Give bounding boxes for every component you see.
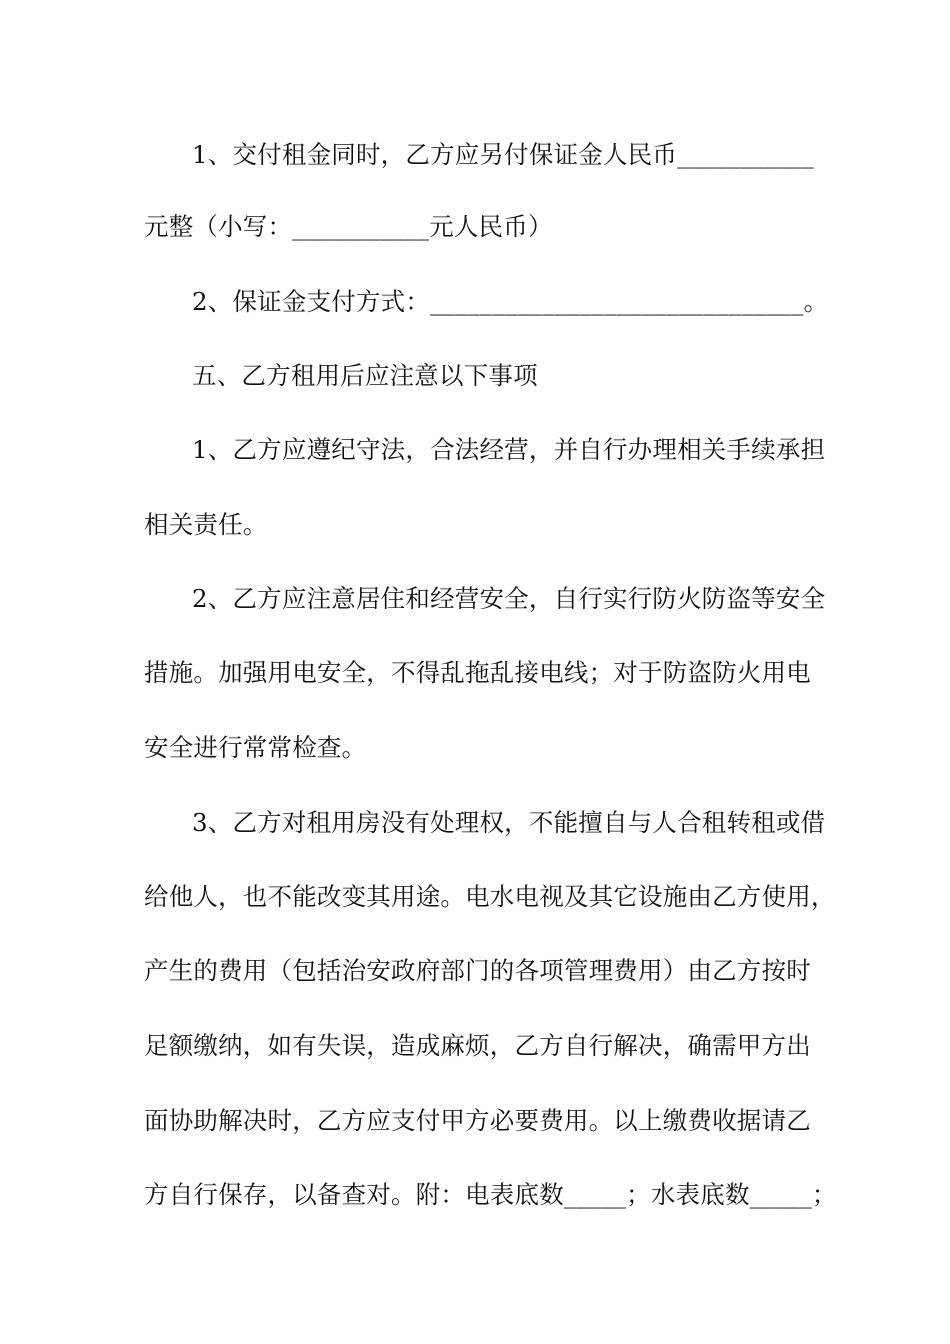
clause-3-line-5: 面协助解决时，乙方应支付甲方必要费用。以上缴费收据请乙 [144, 1106, 811, 1135]
section-five-heading: 五、乙方租用后应注意以下事项 [192, 361, 538, 390]
clause-3-line-2: 给他人，也不能改变其用途。电水电视及其它设施由乙方使用， [144, 882, 836, 911]
clause-1-line-2: 相关责任。 [144, 510, 268, 539]
clause-3-line-1: 3、乙方对租用房没有处理权，不能擅自与人合租转租或借 [192, 808, 826, 837]
deposit-amount-line: 元整（小写：___________元人民币） [144, 212, 553, 241]
clause-2-line-3: 安全进行常常检查。 [144, 733, 367, 762]
clause-3-line-6: 方自行保存，以备查对。附：电表底数_____；水表底数_____； [144, 1180, 837, 1209]
clause-2-line-2: 措施。加强用电安全，不得乱拖乱接电线；对于防盗防火用电 [144, 658, 811, 687]
clause-3-line-3: 产生的费用（包括治安政府部门的各项管理费用）由乙方按时 [144, 956, 811, 985]
clause-2-line-1: 2、乙方应注意居住和经营安全，自行实行防火防盗等安全 [192, 584, 826, 613]
clause-3-line-4: 足额缴纳，如有失误，造成麻烦，乙方自行解决，确需甲方出 [144, 1031, 811, 1060]
deposit-payment-method-line: 2、保证金支付方式：______________________________。 [192, 287, 829, 316]
clause-1-line-1: 1、乙方应遵纪守法，合法经营，并自行办理相关手续承担 [192, 435, 826, 464]
deposit-clause-line: 1、交付租金同时，乙方应另付保证金人民币___________ [192, 140, 815, 169]
